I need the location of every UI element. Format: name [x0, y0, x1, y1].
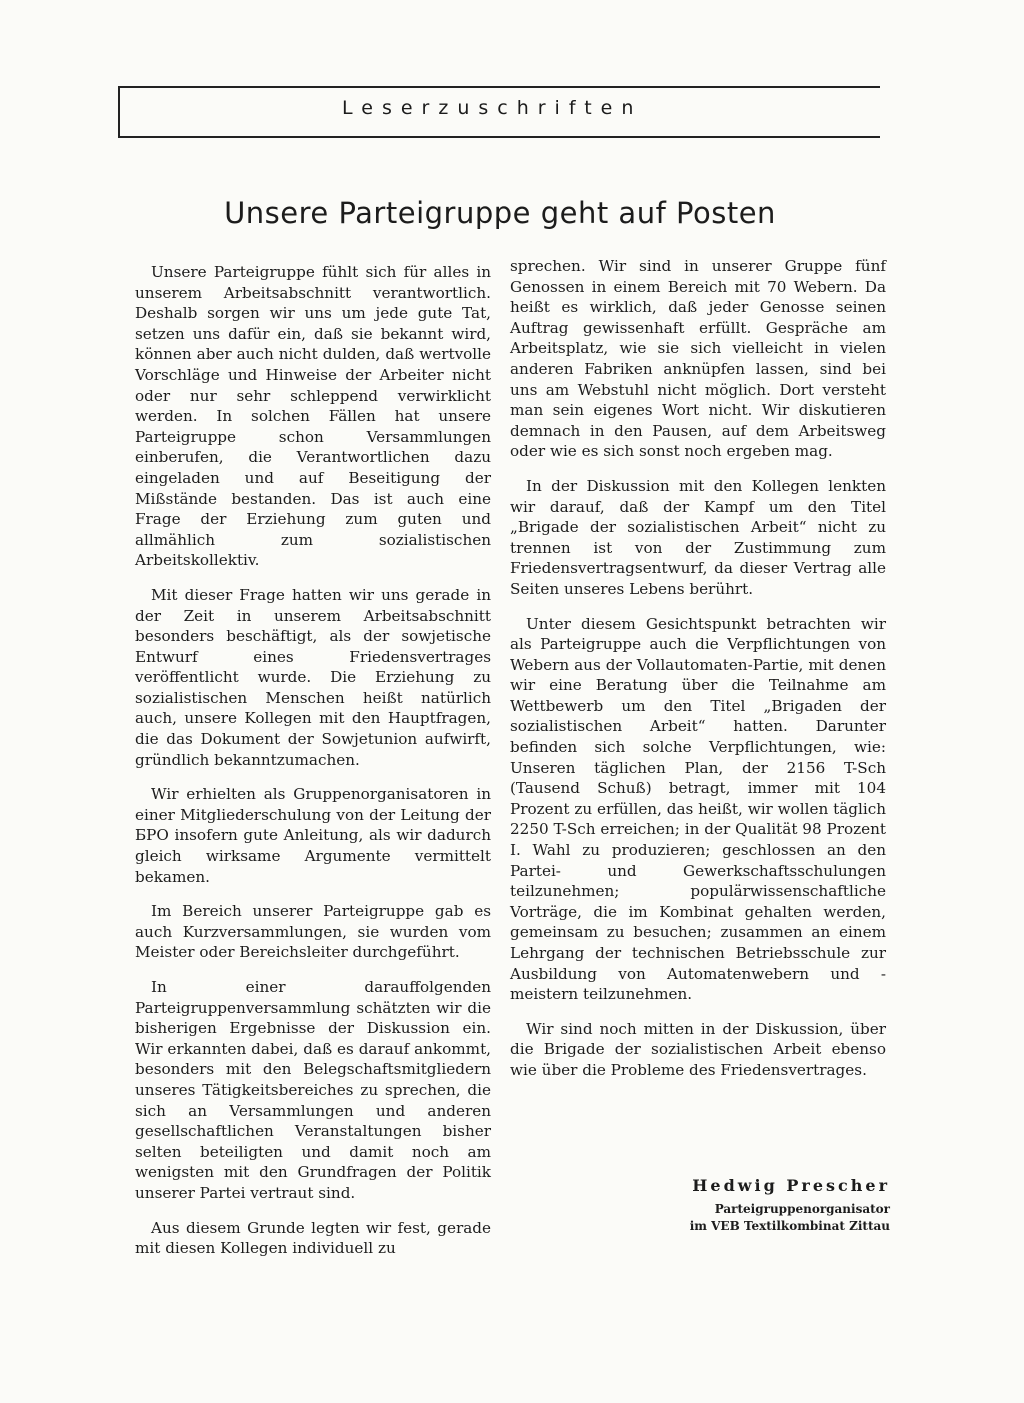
left-column	[135, 262, 491, 1273]
article-title: Unsere Parteigruppe geht auf Posten	[224, 196, 776, 230]
paragraph: In einer darauffolgenden Parteigruppenversammlung schätzten wir die bisherigen Ergebnisse der Diskussion ein. Wir erkannten dabei, daß es darauf ankommt, besonders mit den Belegschaftsmitgliedern unseres Tätigkeitsbereiches zu sprechen, die sich an Versammlungen und anderen gesellschaftlichen Veranstaltungen bisher selten beteiligten und damit noch am wenigsten mit den Grundfragen der Politik unserer Partei vertraut sind.	[135, 978, 491, 1202]
paragraph: Aus diesem Grunde legten wir fest, gerade mit diesen Kollegen individuell zu	[135, 1218, 491, 1258]
paragraph: sprechen. Wir sind in unserer Gruppe fünf Genossen in einem Bereich mit 70 Webern. Da heißt es wirklich, daß jeder Genosse seinen Auftrag gewissenhaft erfüllt. Gespräche am Arbeitsplatz, wie sie sich vielleicht in vielen anderen Fabriken anknüpfen lassen, sind bei uns am Webstuhl nicht möglich. Dort versteht man sein eigenes Wort nicht. Wir diskutieren demnach in den Pausen, auf dem Arbeitsweg oder wie es sich sonst noch ergeben mag.	[510, 257, 886, 461]
paragraph: Wir erhielten als Gruppenorganisatoren in einer Mitgliederschulung von der Leitung der БPO insofern gute Anleitung, als wir dadurch gleich wirksame Argumente vermittelt bekamen.	[135, 785, 491, 886]
paragraph: Mit dieser Frage hatten wir uns gerade in der Zeit in unserem Arbeitsabschnitt besonders beschäftigt, als der sowjetische Entwurf eines Friedensvertrages veröffentlicht wurde. Die Erziehung zu sozialistischen Menschen heißt natürlich auch, unsere Kollegen mit den Hauptfragen, die das Dokument der Sowjetunion aufwirft, gründlich bekanntzumachen.	[135, 585, 491, 769]
author-role: Parteigruppenorganisator	[714, 1202, 890, 1216]
right-column	[510, 256, 886, 1095]
author-name: Hedwig Prescher	[692, 1176, 890, 1195]
section-label: Leserzuschriften	[342, 97, 643, 119]
paragraph: Im Bereich unserer Parteigruppe gab es auch Kurzversammlungen, sie wurden vom Meister oder Bereichsleiter durchgeführt.	[135, 902, 491, 962]
paragraph: Wir sind noch mitten in der Diskussion, über die Brigade der sozialistischen Arbeit ebenso wie über die Probleme des Friedensvertrages.	[510, 1019, 886, 1079]
signature-block	[600, 1176, 890, 1235]
author-organization: im VEB Textilkombinat Zittau	[689, 1219, 890, 1233]
paragraph: In der Diskussion mit den Kollegen lenkten wir darauf, daß der Kampf um den Titel „Brigade der sozialistischen Arbeit“ nicht zu trennen ist von der Zustimmung zum Friedensvertragsentwurf, da dieser Vertrag alle Seiten unseres Lebens berührt.	[510, 476, 886, 598]
paragraph: Unsere Parteigruppe fühlt sich für alles in unserem Arbeitsabschnitt verantwortlich. Deshalb sorgen wir uns um jede gute Tat, setzen uns dafür ein, daß sie bekannt wird, können aber auch nicht dulden, daß wertvolle Vorschläge und Hinweise der Arbeiter nicht oder nur sehr schleppend verwirklicht werden. In solchen Fällen hat unsere Parteigruppe schon Versammlungen einberufen, die Verantwortlichen dazu eingeladen und auf Beseitigung der Mißstände bestanden. Das ist auch eine Frage der Erziehung zum guten und allmählich zum sozialistischen Arbeitskollektiv.	[135, 263, 491, 570]
section-header-box	[118, 86, 880, 138]
paragraph: Unter diesem Gesichtspunkt betrachten wir als Parteigruppe auch die Verpflichtungen von Webern aus der Vollautomaten-Partie, mit denen wir eine Beratung über die Teilnahme am Wettbewerb um den Titel „Brigaden der sozialistischen Arbeit“ hatten. Darunter befinden sich solche Verpflichtungen, wie: Unseren täglichen Plan, der 2156 T-Sch (Tausend Schuß) betragt, immer mit 104 Prozent zu erfüllen, das heißt, wir wollen täglich 2250 T-Sch erreichen; in der Qualität 98 Prozent I. Wahl zu produzieren; geschlossen an den Partei- und Gewerkschaftsschulungen teilzunehmen; populärwissenschaftliche Vorträge, die im Kombinat gehalten werden, gemeinsam zu besuchen; zusammen an einem Lehrgang der technischen Betriebsschule zur Ausbildung von Automatenwebern und -meistern teilzunehmen.	[510, 614, 886, 1004]
